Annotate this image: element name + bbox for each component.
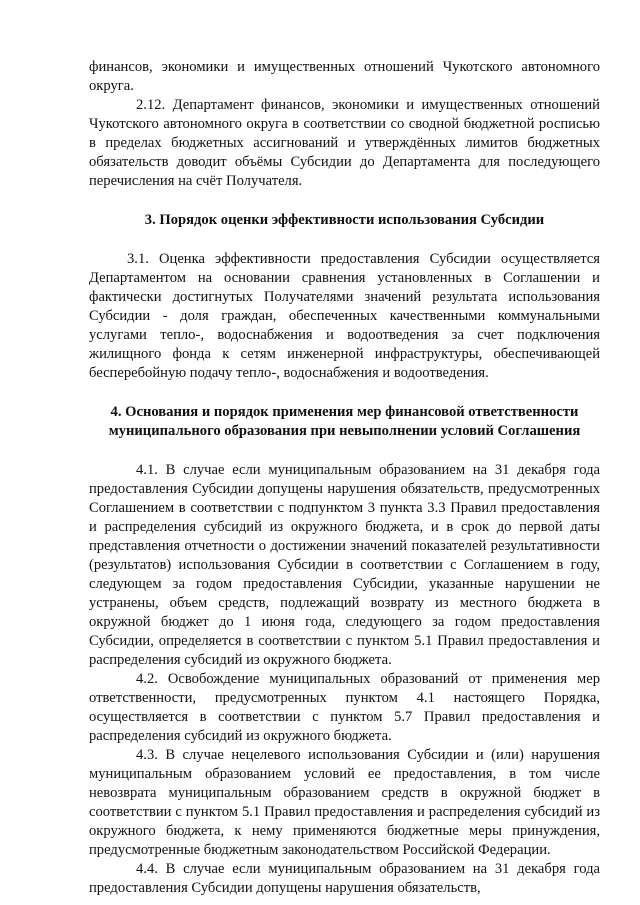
section-4-heading: 4. Основания и порядок применения мер финансовой ответственности муниципального образования при невыполнении условий Соглашения bbox=[108, 404, 581, 439]
section-3-heading: 3. Порядок оценки эффективности использования Субсидии bbox=[144, 212, 545, 228]
paragraph-continuation: финансов, экономики и имущественных отношений Чукотского автономного округа. bbox=[89, 59, 600, 94]
paragraph-4-2: 4.2. Освобождение муниципальных образований от применения мер ответственности, предусмотренных пунктом 4.1 настоящего Порядка, осуществляется в соответствии с пунктом 5.7 Правил предоставления и распределения субсидий из окружного бюджета. bbox=[89, 671, 600, 744]
paragraph-4-4: 4.4. В случае если муниципальным образованием на 31 декабря года предоставления Субсидии допущены нарушения обязательств, bbox=[89, 861, 600, 896]
paragraph-4-1: 4.1. В случае если муниципальным образованием на 31 декабря года предоставления Субсидии допущены нарушения обязательств, предусмотренных Соглашением в соответствии с подпунктом 3 пункта 3.3 Правил предоставления и распределения субсидий из окружного бюджета, и в срок до первой даты представления отчетности о достижении значений показателей результативности (результатов) использования Субсидии в соответствии с Соглашением в году, следующем за годом предоставления Субсидии, указанные нарушении не устранены, объем средств, подлежащий возврату из местного бюджета в окружной бюджет до 1 июня года, следующего за годом предоставления Субсидии, определяется в соответствии с пунктом 5.1 Правил предоставления и распределения субсидий из окружного бюджета. bbox=[89, 462, 600, 668]
paragraph-2-12: 2.12. Департамент финансов, экономики и имущественных отношений Чукотского автономного округа в соответствии со сводной бюджетной росписью в пределах бюджетных ассигнований и утверждённых лимитов бюджетных обязательств доводит объёмы Субсидии до Департамента для последующего перечисления на счёт Получателя. bbox=[89, 97, 600, 189]
paragraph-3-1: 3.1. Оценка эффективности предоставления Субсидии осуществляется Департаментом на основании сравнения установленных в Соглашении и фактически достигнутых Получателями значений результата использования Субсидии - доля граждан, обеспеченных качественными коммунальными услугами тепло-, водоснабжения и водоотведения за счет подключения жилищного фонда к сетям инженерной инфраструктуры, обеспечивающей бесперебойную подачу тепло-, водоснабжения и водоотведения. bbox=[89, 251, 600, 381]
paragraph-4-3: 4.3. В случае нецелевого использования Субсидии и (или) нарушения муниципальным образованием условий ее предоставления, в том числе невозврата муниципальным образованием средств в окружной бюджет в соответствии с пунктом 5.1 Правил предоставления и распределения субсидий из окружного бюджета, к нему применяются бюджетные меры принуждения, предусмотренные бюджетным законодательством Российской Федерации. bbox=[89, 747, 600, 858]
document-page bbox=[89, 58, 600, 898]
